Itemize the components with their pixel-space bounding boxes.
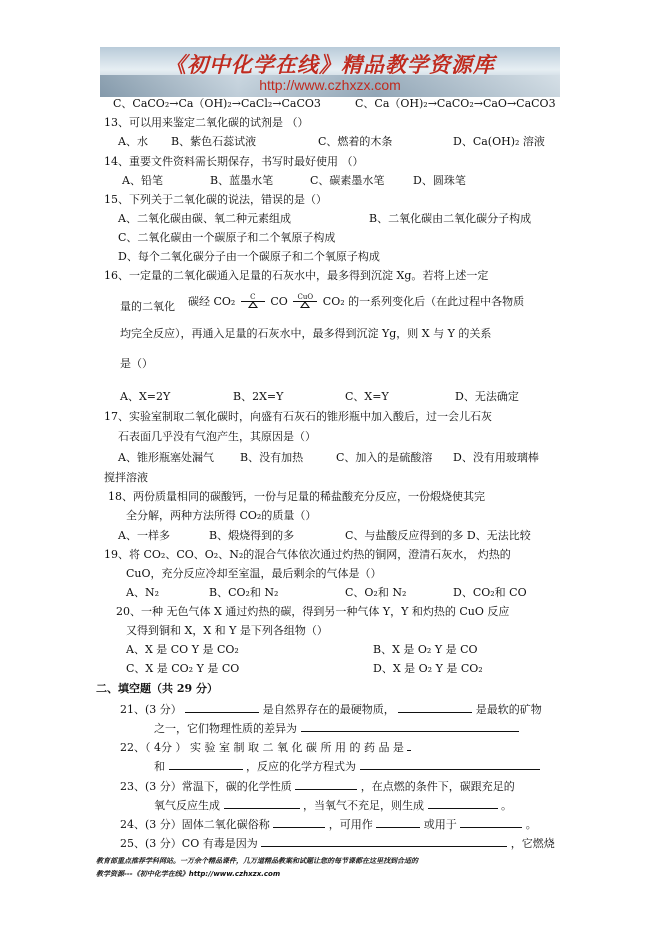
q21-blank-2[interactable] bbox=[398, 701, 472, 713]
q21-blank-1[interactable] bbox=[185, 701, 259, 713]
q24-text-3: 或用于 bbox=[423, 818, 457, 831]
q15-stem: 15、下列关于二氧化碳的说法，错误的是（） bbox=[104, 193, 327, 206]
q16-chain-end: CO₂ 的一系列变化后（在此过程中各物质 bbox=[322, 295, 525, 308]
q24-blank-3[interactable] bbox=[460, 816, 522, 828]
q12-option-d: C、Ca（OH)₂→CaCO₂→CaO→CaCO3 bbox=[355, 97, 556, 110]
q20-stem-1: 20、一种 无色气体 X 通过灼热的碳，得到另一种气体 Y，Y 和灼热的 CuO 反应 bbox=[116, 605, 510, 618]
header-banner bbox=[100, 47, 560, 97]
q16-arrow-cuo bbox=[291, 295, 319, 309]
footer-line-2: 教学资源---《初中化学在线》http://www.czhxzx.com bbox=[96, 870, 281, 878]
q17-option-b: B、没有加热 bbox=[240, 451, 304, 464]
q16-chain-co2: 碳经 CO₂ bbox=[188, 295, 236, 308]
q16-chain bbox=[188, 295, 524, 309]
q24-text-2: ，可用作 bbox=[328, 818, 373, 831]
q24-blank-1[interactable] bbox=[273, 816, 325, 828]
q13-stem: 13、可以用来鉴定二氧化碳的试剂是 （） bbox=[104, 116, 309, 129]
q21-text-2: 是最软的矿物 bbox=[475, 703, 542, 716]
q22-blank-1[interactable] bbox=[407, 739, 411, 751]
q24-text-4: 。 bbox=[525, 818, 537, 831]
q25-text-1: 25、(3 分）CO 有毒是因为 bbox=[120, 837, 258, 850]
footer-line-1: 教育部重点推荐学科网站。一万余个精品课件，几万道精品教案和试题让您的每节课都在这里找到合适的 bbox=[96, 857, 418, 865]
q18-stem-2: 全分解，两种方法所得 CO₂的质量（） bbox=[126, 509, 317, 522]
q22-text-1: 22、（ 4分 ） 实 验 室 制 取 二 氧 化 碳 所 用 的 药 品 是 bbox=[120, 741, 404, 754]
banner-title: 《初中化学在线》精品教学资源库 bbox=[165, 52, 495, 77]
q23-blank-3[interactable] bbox=[428, 797, 498, 809]
q13-option-a: A、水 bbox=[118, 135, 148, 148]
q23-line-1 bbox=[120, 778, 515, 794]
q21-line-2 bbox=[154, 720, 519, 736]
q22-blank-2[interactable] bbox=[169, 758, 243, 770]
q22-blank-3[interactable] bbox=[360, 758, 540, 770]
q15-option-b: B、二氧化碳由二氧化碳分子构成 bbox=[369, 212, 532, 225]
q13-option-c: C、燃着的木条 bbox=[318, 135, 393, 148]
q19-stem-2: CuO，充分反应冷却至室温，最后剩余的气体是（） bbox=[126, 567, 382, 580]
q18-option-cd: C、与盐酸反应得到的多 D、无法比较 bbox=[345, 529, 531, 542]
q23-line-2 bbox=[154, 797, 512, 813]
q23-blank-1[interactable] bbox=[295, 778, 357, 790]
q17-option-c: C、加入的是硫酸溶 bbox=[336, 451, 433, 464]
q15-option-d: D、每个二氧化碳分子由一个碳原子和二个氧原子构成 bbox=[118, 250, 380, 263]
q16-stem-1: 16、一定量的二氧化碳通入足量的石灰水中，最多得到沉淀 Xg。若将上述一定 bbox=[104, 269, 489, 282]
q16-option-a: A、X=2Y bbox=[120, 390, 171, 403]
q18-option-a: A、一样多 bbox=[118, 529, 170, 542]
q16-stem-2a: 量的二氧化 bbox=[120, 300, 175, 313]
q21-text-3: 之一，它们物理性质的差异为 bbox=[154, 722, 297, 735]
q16-chain-co: CO bbox=[270, 295, 288, 308]
q13-option-d: D、Ca(OH)₂ 溶液 bbox=[453, 135, 545, 148]
q19-stem-1: 19、将 CO₂、CO、O₂、N₂的混合气体依次通过灼热的铜网，澄清石灰水， 灼热的 bbox=[104, 548, 511, 561]
q17-option-a: A、锥形瓶塞处漏气 bbox=[118, 451, 214, 464]
q24-text-1: 24、(3 分）固体二氧化碳俗称 bbox=[120, 818, 270, 831]
q19-option-a: A、N₂ bbox=[126, 586, 159, 599]
q23-text-5: 。 bbox=[501, 799, 512, 812]
q15-option-c: C、二氧化碳由一个碳原子和二个氧原子构成 bbox=[118, 231, 336, 244]
q21-line-1 bbox=[120, 701, 542, 717]
q19-option-d: D、CO₂和 CO bbox=[453, 586, 527, 599]
q14-stem: 14、重要文件资料需长期保存，书写时最好使用 （） bbox=[104, 155, 364, 168]
q23-text-4: ，当氧气不充足，则生成 bbox=[303, 799, 424, 812]
q25-line bbox=[120, 835, 555, 851]
q16-option-d: D、无法确定 bbox=[455, 390, 519, 403]
q13-option-b: B、紫色石蕊试液 bbox=[171, 135, 257, 148]
q14-option-b: B、蓝墨水笔 bbox=[210, 174, 274, 187]
q20-option-b: B、X 是 O₂ Y 是 CO bbox=[373, 643, 478, 656]
q18-stem-1: 18、两份质量相同的碳酸钙，一份与足量的稀盐酸充分反应，一份煅烧使其完 bbox=[108, 490, 485, 503]
q16-arrow-cuo-label: CuO bbox=[297, 293, 314, 301]
banner-url: http://www.czhxzx.com bbox=[259, 77, 401, 93]
q17-option-d: D、没有用玻璃棒 bbox=[453, 451, 539, 464]
q24-blank-2[interactable] bbox=[376, 816, 420, 828]
q25-blank-1[interactable] bbox=[261, 835, 507, 847]
q25-text-2: ，它燃烧 bbox=[510, 837, 555, 850]
q14-option-a: A、铅笔 bbox=[122, 174, 163, 187]
q22-line-1 bbox=[120, 739, 411, 755]
q14-option-c: C、碳素墨水笔 bbox=[310, 174, 385, 187]
q17-stem-2: 石表面几乎没有气泡产生，其原因是（） bbox=[118, 430, 316, 443]
q23-text-2: ，在点燃的条件下，碳跟充足的 bbox=[360, 780, 515, 793]
q20-option-a: A、X 是 CO Y 是 CO₂ bbox=[126, 643, 239, 656]
section-title-fill-in: 二、填空题（共 29 分） bbox=[96, 682, 218, 695]
q24-line bbox=[120, 816, 537, 832]
q20-option-d: D、X 是 O₂ Y 是 CO₂ bbox=[373, 662, 483, 675]
q21-blank-3[interactable] bbox=[301, 720, 519, 732]
q16-arrow-c bbox=[239, 295, 267, 309]
q16-stem-4: 是（） bbox=[120, 357, 153, 370]
q16-arrow-c-label: C bbox=[250, 293, 256, 301]
q14-option-d: D、圆珠笔 bbox=[413, 174, 466, 187]
q23-blank-2[interactable] bbox=[224, 797, 300, 809]
q21-label: 21、(3 分） bbox=[120, 703, 182, 716]
q20-stem-2: 又得到铜和 X，X 和 Y 是下列各组物（） bbox=[126, 624, 328, 637]
q23-text-1: 23、(3 分）常温下，碳的化学性质 bbox=[120, 780, 292, 793]
q12-option-c: C、CaCO₂→Ca（OH)₂→CaCl₂→CaCO3 bbox=[113, 97, 321, 110]
q21-text-1: 是自然界存在的最硬物质， bbox=[262, 703, 395, 716]
q23-text-3: 氧气反应生成 bbox=[154, 799, 220, 812]
q16-option-c: C、X=Y bbox=[345, 390, 389, 403]
q17-stem-1: 17、实验室制取二氧化碳时，向盛有石灰石的锥形瓶中加入酸后，过一会儿石灰 bbox=[104, 410, 492, 423]
q22-text-3: ，反应的化学方程式为 bbox=[246, 760, 356, 773]
q22-line-2 bbox=[154, 758, 540, 774]
q20-option-c: C、X 是 CO₂ Y 是 CO bbox=[126, 662, 240, 675]
q22-text-2: 和 bbox=[154, 760, 165, 773]
q16-option-b: B、2X=Y bbox=[233, 390, 284, 403]
q19-option-c: C、O₂和 N₂ bbox=[345, 586, 407, 599]
q16-stem-3: 均完全反应），再通入足量的石灰水中，最多得到沉淀 Yg，则 X 与 Y 的关系 bbox=[120, 327, 492, 340]
q18-option-b: B、煅烧得到的多 bbox=[209, 529, 295, 542]
q15-option-a: A、二氧化碳由碳、氧二种元素组成 bbox=[118, 212, 291, 225]
q17-option-d-cont: 搅拌溶液 bbox=[104, 471, 148, 484]
q19-option-b: B、CO₂和 N₂ bbox=[209, 586, 279, 599]
